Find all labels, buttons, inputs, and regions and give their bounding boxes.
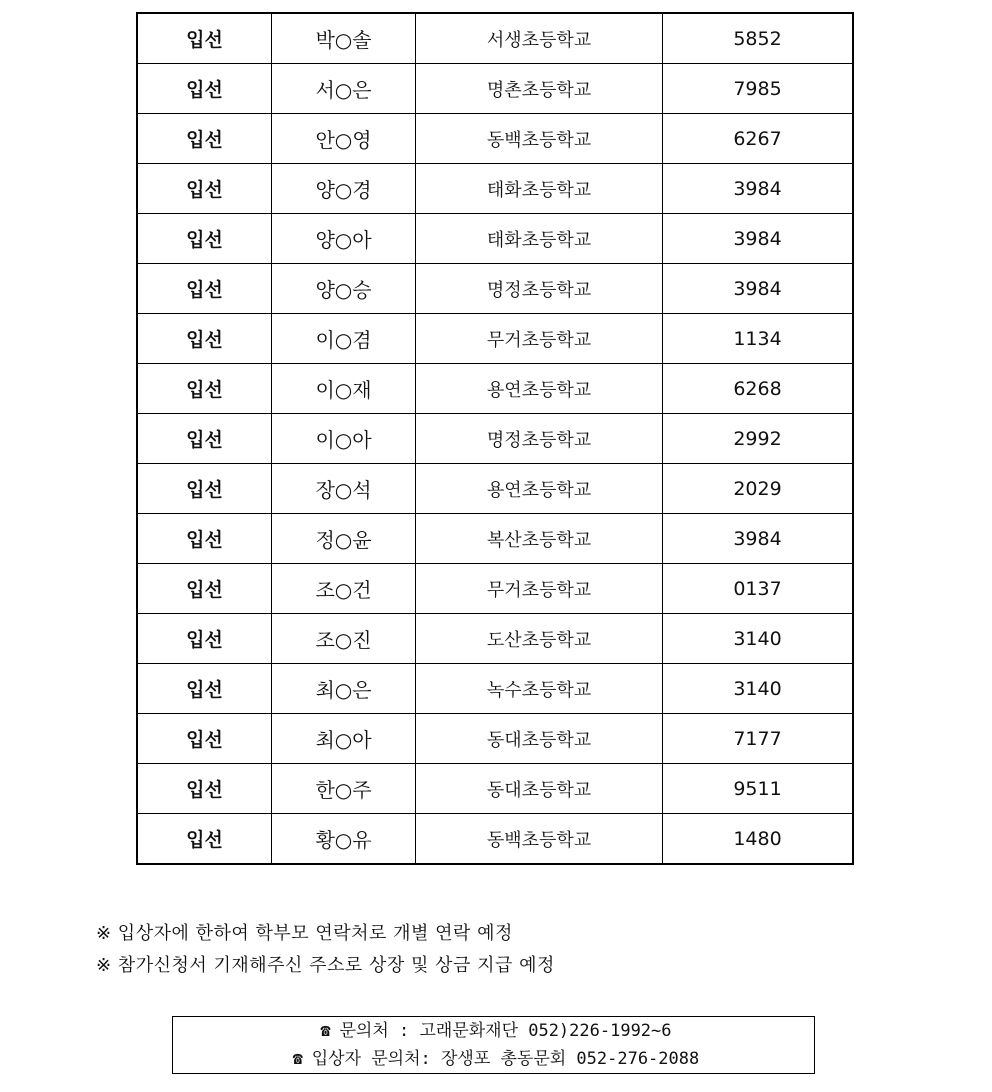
number-cell: 9511: [663, 764, 854, 814]
name-cell: 최○은: [272, 664, 416, 714]
school-cell: 동백초등학교: [416, 814, 663, 865]
school-cell: 동대초등학교: [416, 764, 663, 814]
table-row: [137, 464, 853, 514]
number-cell: 3984: [663, 164, 854, 214]
school-cell: 무거초등학교: [416, 564, 663, 614]
award-cell: 입선: [137, 114, 272, 164]
number-cell: 1480: [663, 814, 854, 865]
award-cell: 입선: [137, 64, 272, 114]
award-cell: 입선: [137, 13, 272, 64]
table-row: [137, 264, 853, 314]
name-cell: 한○주: [272, 764, 416, 814]
number-cell: 3140: [663, 664, 854, 714]
phone-icon: ☎: [292, 1049, 303, 1069]
award-cell: 입선: [137, 814, 272, 865]
school-cell: 명촌초등학교: [416, 64, 663, 114]
school-cell: 녹수초등학교: [416, 664, 663, 714]
school-cell: 태화초등학교: [416, 164, 663, 214]
school-cell: 서생초등학교: [416, 13, 663, 64]
name-cell: 서○은: [272, 64, 416, 114]
contact-winners-text: 입상자 문의처: 장생포 총동문회 052-276-2088: [311, 1049, 700, 1069]
contact-general-text: 문의처 : 고래문화재단 052)226-1992~6: [339, 1021, 672, 1041]
award-cell: 입선: [137, 314, 272, 364]
school-cell: 용연초등학교: [416, 464, 663, 514]
table-row: [137, 764, 853, 814]
table-row: [137, 564, 853, 614]
contact-box: [172, 1016, 815, 1074]
number-cell: 3984: [663, 214, 854, 264]
note-prize-delivery: ※ 참가신청서 기재해주신 주소로 상장 및 상금 지급 예정: [96, 955, 555, 976]
school-cell: 무거초등학교: [416, 314, 663, 364]
contact-line-winners: [173, 1045, 814, 1073]
table-row: [137, 414, 853, 464]
school-cell: 도산초등학교: [416, 614, 663, 664]
name-cell: 장○석: [272, 464, 416, 514]
number-cell: 1134: [663, 314, 854, 364]
table-row: [137, 64, 853, 114]
note-contact-individual: ※ 입상자에 한하여 학부모 연락처로 개별 연락 예정: [96, 923, 513, 944]
name-cell: 최○아: [272, 714, 416, 764]
school-cell: 태화초등학교: [416, 214, 663, 264]
results-table: [136, 12, 854, 865]
award-cell: 입선: [137, 214, 272, 264]
table-row: [137, 514, 853, 564]
name-cell: 이○아: [272, 414, 416, 464]
name-cell: 양○아: [272, 214, 416, 264]
school-cell: 복산초등학교: [416, 514, 663, 564]
table-row: [137, 164, 853, 214]
notes: [96, 918, 555, 982]
results-table-body: [137, 13, 853, 864]
number-cell: 2992: [663, 414, 854, 464]
table-row: [137, 114, 853, 164]
table-row: [137, 364, 853, 414]
school-cell: 용연초등학교: [416, 364, 663, 414]
name-cell: 양○승: [272, 264, 416, 314]
table-row: [137, 614, 853, 664]
name-cell: 황○유: [272, 814, 416, 865]
award-cell: 입선: [137, 514, 272, 564]
name-cell: 박○솔: [272, 13, 416, 64]
award-cell: 입선: [137, 714, 272, 764]
number-cell: 6267: [663, 114, 854, 164]
name-cell: 정○윤: [272, 514, 416, 564]
name-cell: 양○경: [272, 164, 416, 214]
table-row: [137, 13, 853, 64]
number-cell: 7985: [663, 64, 854, 114]
table-row: [137, 214, 853, 264]
name-cell: 안○영: [272, 114, 416, 164]
name-cell: 조○건: [272, 564, 416, 614]
school-cell: 명정초등학교: [416, 264, 663, 314]
school-cell: 동백초등학교: [416, 114, 663, 164]
number-cell: 3984: [663, 264, 854, 314]
table-row: [137, 814, 853, 865]
number-cell: 3984: [663, 514, 854, 564]
award-cell: 입선: [137, 164, 272, 214]
number-cell: 7177: [663, 714, 854, 764]
award-cell: 입선: [137, 264, 272, 314]
number-cell: 2029: [663, 464, 854, 514]
school-cell: 명정초등학교: [416, 414, 663, 464]
name-cell: 이○겸: [272, 314, 416, 364]
award-cell: 입선: [137, 564, 272, 614]
contact-line-general: [173, 1017, 814, 1045]
award-cell: 입선: [137, 614, 272, 664]
table-row: [137, 314, 853, 364]
name-cell: 이○재: [272, 364, 416, 414]
phone-icon: ☎: [320, 1021, 331, 1041]
award-cell: 입선: [137, 364, 272, 414]
award-cell: 입선: [137, 464, 272, 514]
number-cell: 5852: [663, 13, 854, 64]
school-cell: 동대초등학교: [416, 714, 663, 764]
number-cell: 3140: [663, 614, 854, 664]
number-cell: 6268: [663, 364, 854, 414]
award-cell: 입선: [137, 764, 272, 814]
number-cell: 0137: [663, 564, 854, 614]
award-cell: 입선: [137, 414, 272, 464]
table-row: [137, 664, 853, 714]
table-row: [137, 714, 853, 764]
award-cell: 입선: [137, 664, 272, 714]
name-cell: 조○진: [272, 614, 416, 664]
